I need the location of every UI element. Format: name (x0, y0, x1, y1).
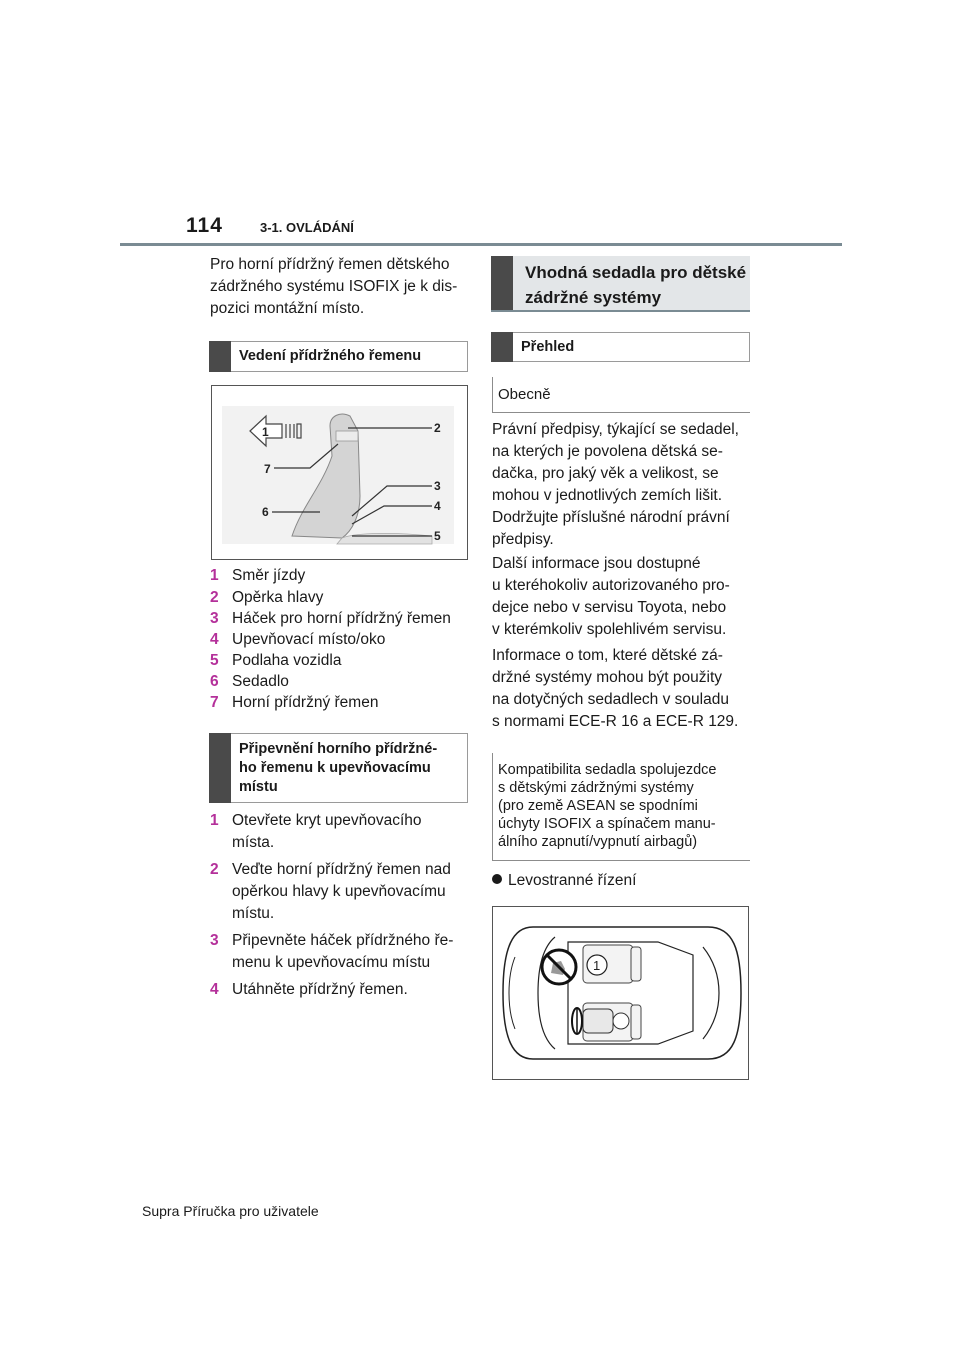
figure-label-7: 7 (264, 462, 271, 476)
tether-illustration (212, 386, 467, 559)
page-number: 114 (186, 214, 223, 237)
list-item: 7 Horní přídržný řemen (210, 694, 379, 711)
figure-label-4: 4 (434, 499, 441, 513)
section-heading-attach-strap: Připevnění horního přídržné- ho řemenu k upevňovacímu místu (209, 733, 468, 803)
chapter-title: 3-1. OVLÁDÁNÍ (260, 220, 354, 235)
section-bar (491, 256, 513, 310)
section-bar (209, 341, 231, 372)
step-item: 2 Veďte horní přídržný řemen nad opěrkou hlavy k upevňovacímu místu. (210, 861, 451, 922)
general-label: Obecně (498, 386, 551, 403)
list-item: 3 Háček pro horní přídržný řemen (210, 610, 451, 627)
figure-label-2: 2 (434, 421, 441, 435)
compatibility-label: Kompatibilita sedadla spolujezdce s dětskými zádržnými systémy (pro země ASEAN se spodními úchyty ISOFIX a spínačem manu- álního zapnutí/vypnutí airbagů) (498, 762, 717, 850)
section-heading-overview: Přehled (491, 332, 750, 362)
step-item: 4 Utáhněte přídržný řemen. (210, 981, 408, 998)
section-bar (491, 332, 513, 362)
legal-paragraph: Právní předpisy, týkající se sedadel, na kterých je povolena dětská se- dačka, pro jaký věk a velikost, se mohou v jednotlivých zemích lišit. Dodržujte příslušné národní právní předpisy. (492, 421, 739, 548)
list-item: 4 Upevňovací místo/oko (210, 631, 386, 648)
section-heading-strap-routing: Vedení přídržného řemenu (209, 341, 468, 372)
figure-label-3: 3 (434, 479, 441, 493)
bullet-icon (492, 874, 502, 884)
list-item: 1 Směr jízdy (210, 567, 306, 584)
car-top-view-illustration (493, 907, 748, 1079)
figure2-label-1: 1 (593, 958, 601, 973)
figure-child-seat-tether (211, 385, 468, 560)
footer-text: Supra Příručka pro uživatele (142, 1203, 319, 1219)
figure-car-seat-layout (492, 906, 749, 1080)
figure-label-5: 5 (434, 529, 441, 543)
sub-label-rule (492, 860, 750, 861)
step-item: 1 Otevřete kryt upevňovacího místa. (210, 812, 422, 851)
figure-label-6: 6 (262, 505, 269, 519)
header-rule (120, 243, 842, 246)
section-bar (209, 733, 231, 803)
steps-list (210, 810, 472, 1001)
step-item: 3 Připevněte háček přídržného ře- menu k upevňovacímu místu (210, 932, 454, 971)
standards-paragraph: Informace o tom, které dětské zá- držné systémy mohou být použity na dotyčných sedadlech v souladu s normami ECE-R 16 a ECE-R 129. (492, 647, 739, 730)
sub-label-rule (492, 412, 750, 413)
sub-label-bar (492, 377, 493, 413)
list-item: 2 Opěrka hlavy (210, 589, 324, 606)
figure-legend-list (210, 565, 472, 713)
list-item: 5 Podlaha vozidla (210, 652, 342, 669)
list-item: 6 Sedadlo (210, 673, 289, 690)
main-section-heading: Vhodná sedadla pro dětské zádržné systémy (491, 256, 750, 312)
bullet-item: Levostranné řízení (492, 870, 636, 892)
figure-label-1: 1 (262, 425, 269, 439)
info-paragraph: Další informace jsou dostupné u kteréhokoliv autorizovaného pro- dejce nebo v servisu Toyota, nebo v kterémkoliv spolehlivém servisu. (492, 555, 730, 638)
sub-label-bar (492, 753, 493, 861)
intro-paragraph: Pro horní přídržný řemen dětského zádržného systému ISOFIX je k dis- pozici montážní místo. (210, 256, 458, 317)
